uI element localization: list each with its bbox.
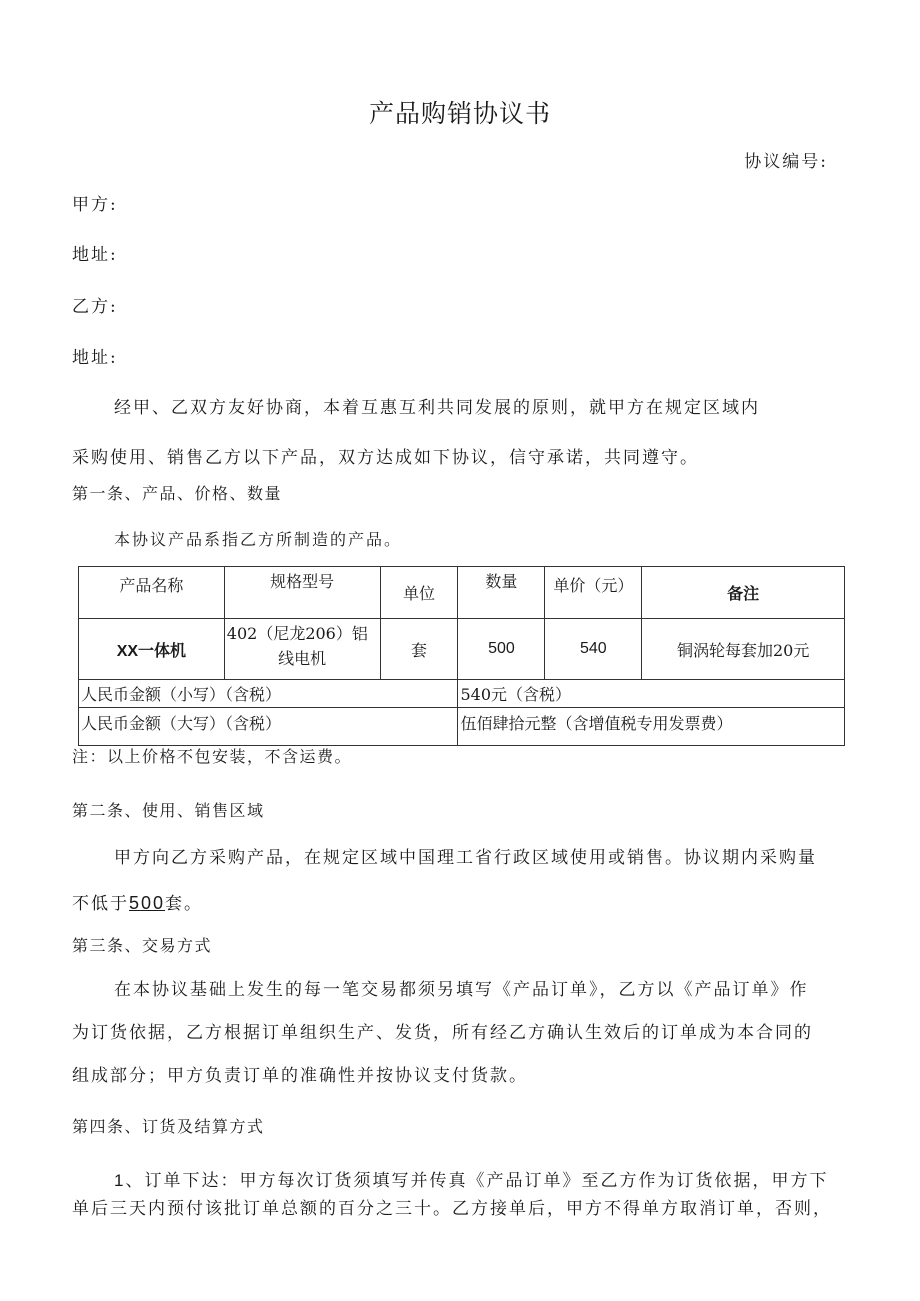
section4-heading: 第四条、订货及结算方式 (72, 1117, 265, 1136)
section3-line-1: 在本协议基础上发生的每一笔交易都须另填写《产品订单》，乙方以《产品订单》作 (114, 980, 809, 1000)
table-header-row (79, 567, 845, 619)
section3-heading: 第三条、交易方式 (72, 936, 213, 955)
min-purchase-quantity: 500 (129, 893, 166, 913)
amount-small-row (79, 680, 845, 708)
section2-line-2 (72, 889, 203, 914)
agreement-number-label: 协议编号: (744, 152, 828, 172)
cell-product-name: XX一体机 (79, 619, 225, 680)
cell-note: 铜涡轮每套加20元 (642, 619, 845, 680)
section4-item1-line-1 (114, 1166, 828, 1191)
cell-spec-line1: 402（尼龙206）铝 (226, 624, 368, 643)
section3-line-3: 组成部分；甲方负责订单的准确性并按协议支付货款。 (72, 1066, 528, 1086)
section4-item1-line-2: 单后三天内预付该批订单总额的百分之三十。乙方接单后，甲方不得单方取消订单，否则， (72, 1199, 832, 1219)
amount-big-row (79, 708, 845, 746)
section2-line-2-prefix: 不低于 (72, 894, 129, 914)
amount-big-label: 人民币金额（大写）（含税） (79, 708, 458, 746)
section2-heading: 第二条、使用、销售区域 (72, 801, 265, 820)
price-note: 注：以上价格不包安装，不含运费。 (72, 747, 353, 766)
header-product-name: 产品名称 (79, 567, 225, 619)
cell-unit: 套 (380, 619, 458, 680)
amount-big-value: 伍佰肆拾元整（含增值税专用发票费） (458, 708, 845, 746)
section3-line-2: 为订货依据，乙方根据订单组织生产、发货，所有经乙方确认生效后的订单成为本合同的 (72, 1023, 813, 1043)
product-table (78, 566, 845, 746)
intro-line-1: 经甲、乙双方友好协商，本着互惠互利共同发展的原则，就甲方在规定区域内 (114, 398, 760, 418)
party-b-label: 乙方: (72, 297, 118, 317)
document-title: 产品购销协议书 (368, 99, 551, 128)
section2-line-2-suffix: 套。 (165, 894, 204, 914)
section2-line-1: 甲方向乙方采购产品，在规定区域中国理工省行政区域使用或销售。协议期内采购量 (114, 848, 817, 868)
item1-text: 订单下达：甲方每次订货须填写并传真《产品订单》至乙方作为订货依据，甲方下 (144, 1171, 829, 1191)
header-qty: 数量 (458, 567, 545, 619)
header-unit: 单位 (380, 567, 458, 619)
party-b-address-label: 地址: (72, 348, 118, 368)
header-spec: 规格型号 (224, 567, 380, 619)
header-price: 单价（元） (545, 567, 642, 619)
party-a-address-label: 地址: (72, 245, 118, 265)
cell-price: 540 (545, 619, 642, 680)
cell-qty: 500 (458, 619, 545, 680)
cell-spec (224, 619, 380, 680)
header-note: 备注 (642, 567, 845, 619)
amount-small-label: 人民币金额（小写）（含税） (79, 680, 458, 708)
item1-number: 1、 (114, 1171, 145, 1190)
section1-text: 本协议产品系指乙方所制造的产品。 (114, 530, 403, 549)
section1-heading: 第一条、产品、价格、数量 (72, 484, 283, 503)
cell-spec-line2: 线电机 (278, 649, 327, 668)
intro-line-2: 采购使用、销售乙方以下产品，双方达成如下协议，信守承诺，共同遵守。 (72, 448, 699, 468)
amount-small-value: 540元（含税） (458, 680, 845, 708)
party-a-label: 甲方: (72, 195, 118, 215)
table-row (79, 619, 845, 680)
